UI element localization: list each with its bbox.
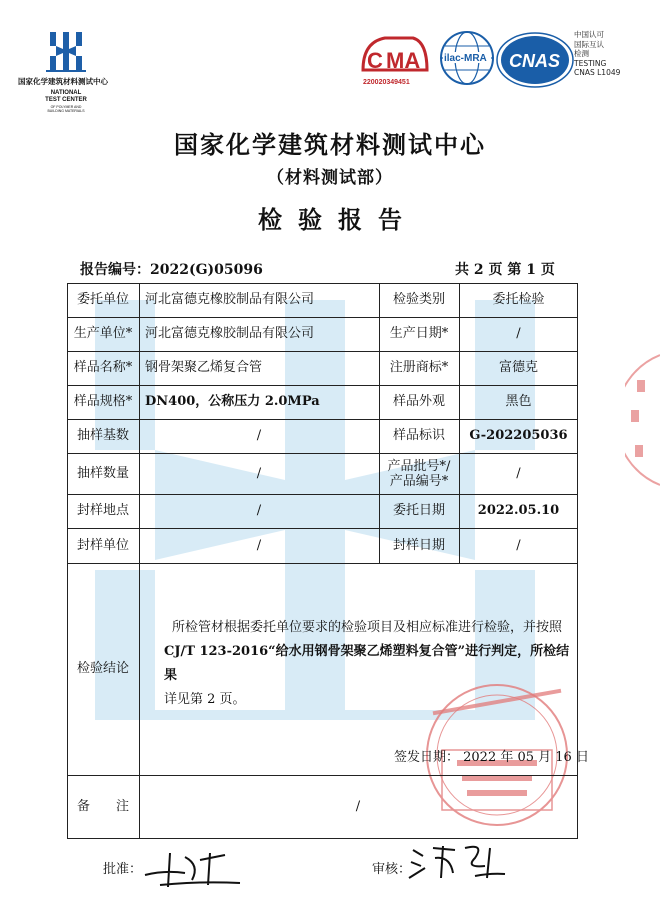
cma-number: 220020349451 — [363, 79, 410, 86]
value-manufacturer: 河北富德克橡胶制品有限公司 — [145, 326, 315, 341]
value-sealing-unit: / — [256, 537, 262, 553]
conclusion-line-3: 详见第 2 页。 — [164, 692, 246, 707]
label-sampling-qty: 抽样数量 — [76, 465, 129, 481]
label-trademark: 注册商标* — [389, 360, 449, 375]
value-appearance: 黑色 — [505, 394, 532, 409]
ilac-mra-logo-icon — [441, 32, 493, 84]
edge-seal-icon — [625, 350, 660, 490]
report-title: 检验报告 — [258, 205, 418, 234]
value-sample-spec: DN400，公称压力 2.0MPa — [145, 394, 320, 409]
report-number: 报告编号：2022(G)05096 — [80, 262, 263, 278]
cma-logo-icon — [363, 38, 427, 73]
value-entrust-date: 2022.05.10 — [477, 503, 560, 518]
svg-text:C: C — [367, 48, 383, 73]
label-remark: 备 注 — [76, 798, 129, 814]
label-sealing-date: 封样日期 — [392, 537, 445, 553]
ntc-name-en-line2: TEST CENTER — [45, 97, 87, 103]
label-client: 委托单位 — [76, 292, 129, 307]
label-sealing-unit: 封样单位 — [76, 537, 129, 553]
approve-label: 批准： — [103, 862, 143, 877]
review-label: 审核： — [372, 862, 412, 877]
value-sealing-date: / — [516, 537, 521, 553]
approver-signature-icon — [140, 845, 250, 890]
value-inspection-type: 委托检验 — [492, 292, 545, 307]
value-trademark: 富德克 — [498, 360, 538, 375]
label-conclusion: 检验结论 — [76, 661, 129, 676]
cma-label: MA — [386, 48, 421, 73]
conclusion-text — [164, 616, 579, 712]
label-production-date: 生产日期* — [389, 326, 449, 341]
label-sample-id: 样品标识 — [392, 428, 445, 443]
value-client: 河北富德克橡胶制品有限公司 — [145, 292, 315, 307]
page-info: 共 2 页 第 1 页 — [455, 262, 555, 278]
label-entrust-date: 委托日期 — [392, 503, 445, 518]
value-sampling-qty: / — [256, 465, 262, 481]
sign-date: 签发日期： 2022 年 05 月 16 日 — [394, 750, 589, 765]
label-sample-spec: 样品规格* — [73, 394, 133, 409]
value-production-date: / — [516, 326, 521, 341]
ntc-name-en-small: OF POLYMER AND BUILDING MATERIALS — [47, 105, 85, 113]
label-appearance: 样品外观 — [392, 394, 445, 409]
label-sealing-place: 封样地点 — [76, 503, 129, 518]
ilac-label: ilac-MRA — [444, 53, 487, 64]
conclusion-line-1: 所检管材根据委托单位要求的检验项目及相应标准进行检验，并按照 — [172, 620, 563, 635]
value-sample-id: G-202205036 — [469, 428, 568, 443]
value-sealing-place: / — [256, 503, 262, 518]
value-sampling-base: / — [256, 428, 262, 443]
cnas-accreditation-text: 中国认可 国际互认 检测 TESTING CNAS L1049 — [574, 30, 621, 77]
ntc-name-en-line1: NATIONAL — [50, 90, 82, 96]
label-batch-number: 产品批号*/ 产品编号* — [387, 458, 451, 489]
value-sample-name: 钢骨架聚乙烯复合管 — [145, 360, 263, 375]
label-inspection-type: 检验类别 — [392, 292, 445, 307]
label-sample-name: 样品名称* — [73, 360, 133, 375]
ntc-name-cn: 国家化学建筑材料测试中心 — [18, 77, 108, 86]
reviewer-signature-icon — [405, 838, 515, 883]
cnas-logo-icon — [497, 33, 573, 87]
dept-title: （材料测试部） — [267, 168, 393, 188]
ntc-logo-icon — [44, 30, 88, 74]
value-batch-number: / — [516, 465, 521, 481]
label-sampling-base: 抽样基数 — [76, 428, 129, 443]
label-manufacturer: 生产单位* — [73, 326, 133, 341]
ntc-name-en — [44, 90, 88, 104]
conclusion-line-2: CJ/T 123-2016“给水用钢骨架聚乙烯塑料复合管”进行判定，所检结果 — [164, 644, 570, 683]
value-remark: / — [355, 798, 361, 814]
org-title: 国家化学建筑材料测试中心 — [174, 130, 486, 159]
cnas-label: CNAS — [509, 51, 561, 71]
